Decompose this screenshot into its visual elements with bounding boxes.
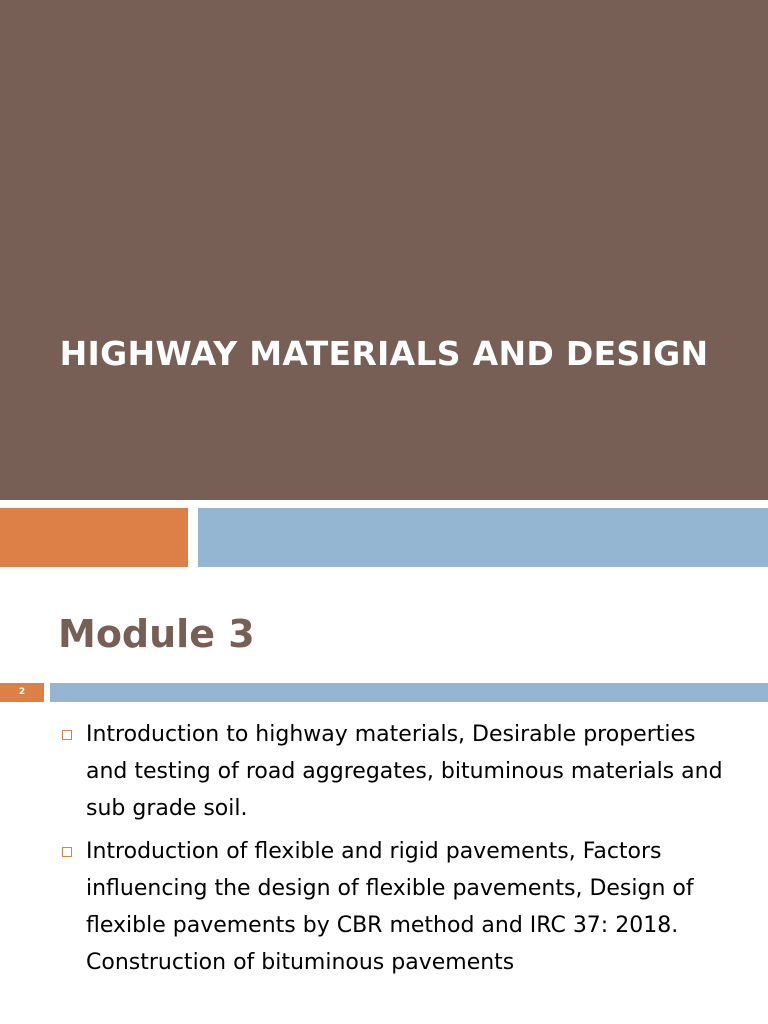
accent-band-orange	[0, 508, 188, 567]
title-slide	[0, 0, 768, 500]
square-bullet-icon	[62, 847, 72, 857]
module-heading: Module 3	[58, 612, 255, 656]
header-rule	[50, 683, 768, 702]
presentation-title: HIGHWAY MATERIALS AND DESIGN	[59, 334, 709, 373]
accent-band-blue	[198, 508, 768, 567]
bullet-text: Introduction of flexible and rigid pavements, Factors influencing the design of flexible pavements, Design of flexible pavements by CBR method and IRC 37: 2018. Construction of bituminous pavements	[86, 839, 694, 975]
bullet-list	[62, 716, 742, 987]
bullet-item	[62, 833, 742, 981]
bullet-text: Introduction to highway materials, Desirable properties and testing of road aggregates, bituminous materials and sub grade soil.	[86, 722, 723, 821]
square-bullet-icon	[62, 730, 72, 740]
page-number: 2	[0, 683, 44, 702]
bullet-item	[62, 716, 742, 827]
